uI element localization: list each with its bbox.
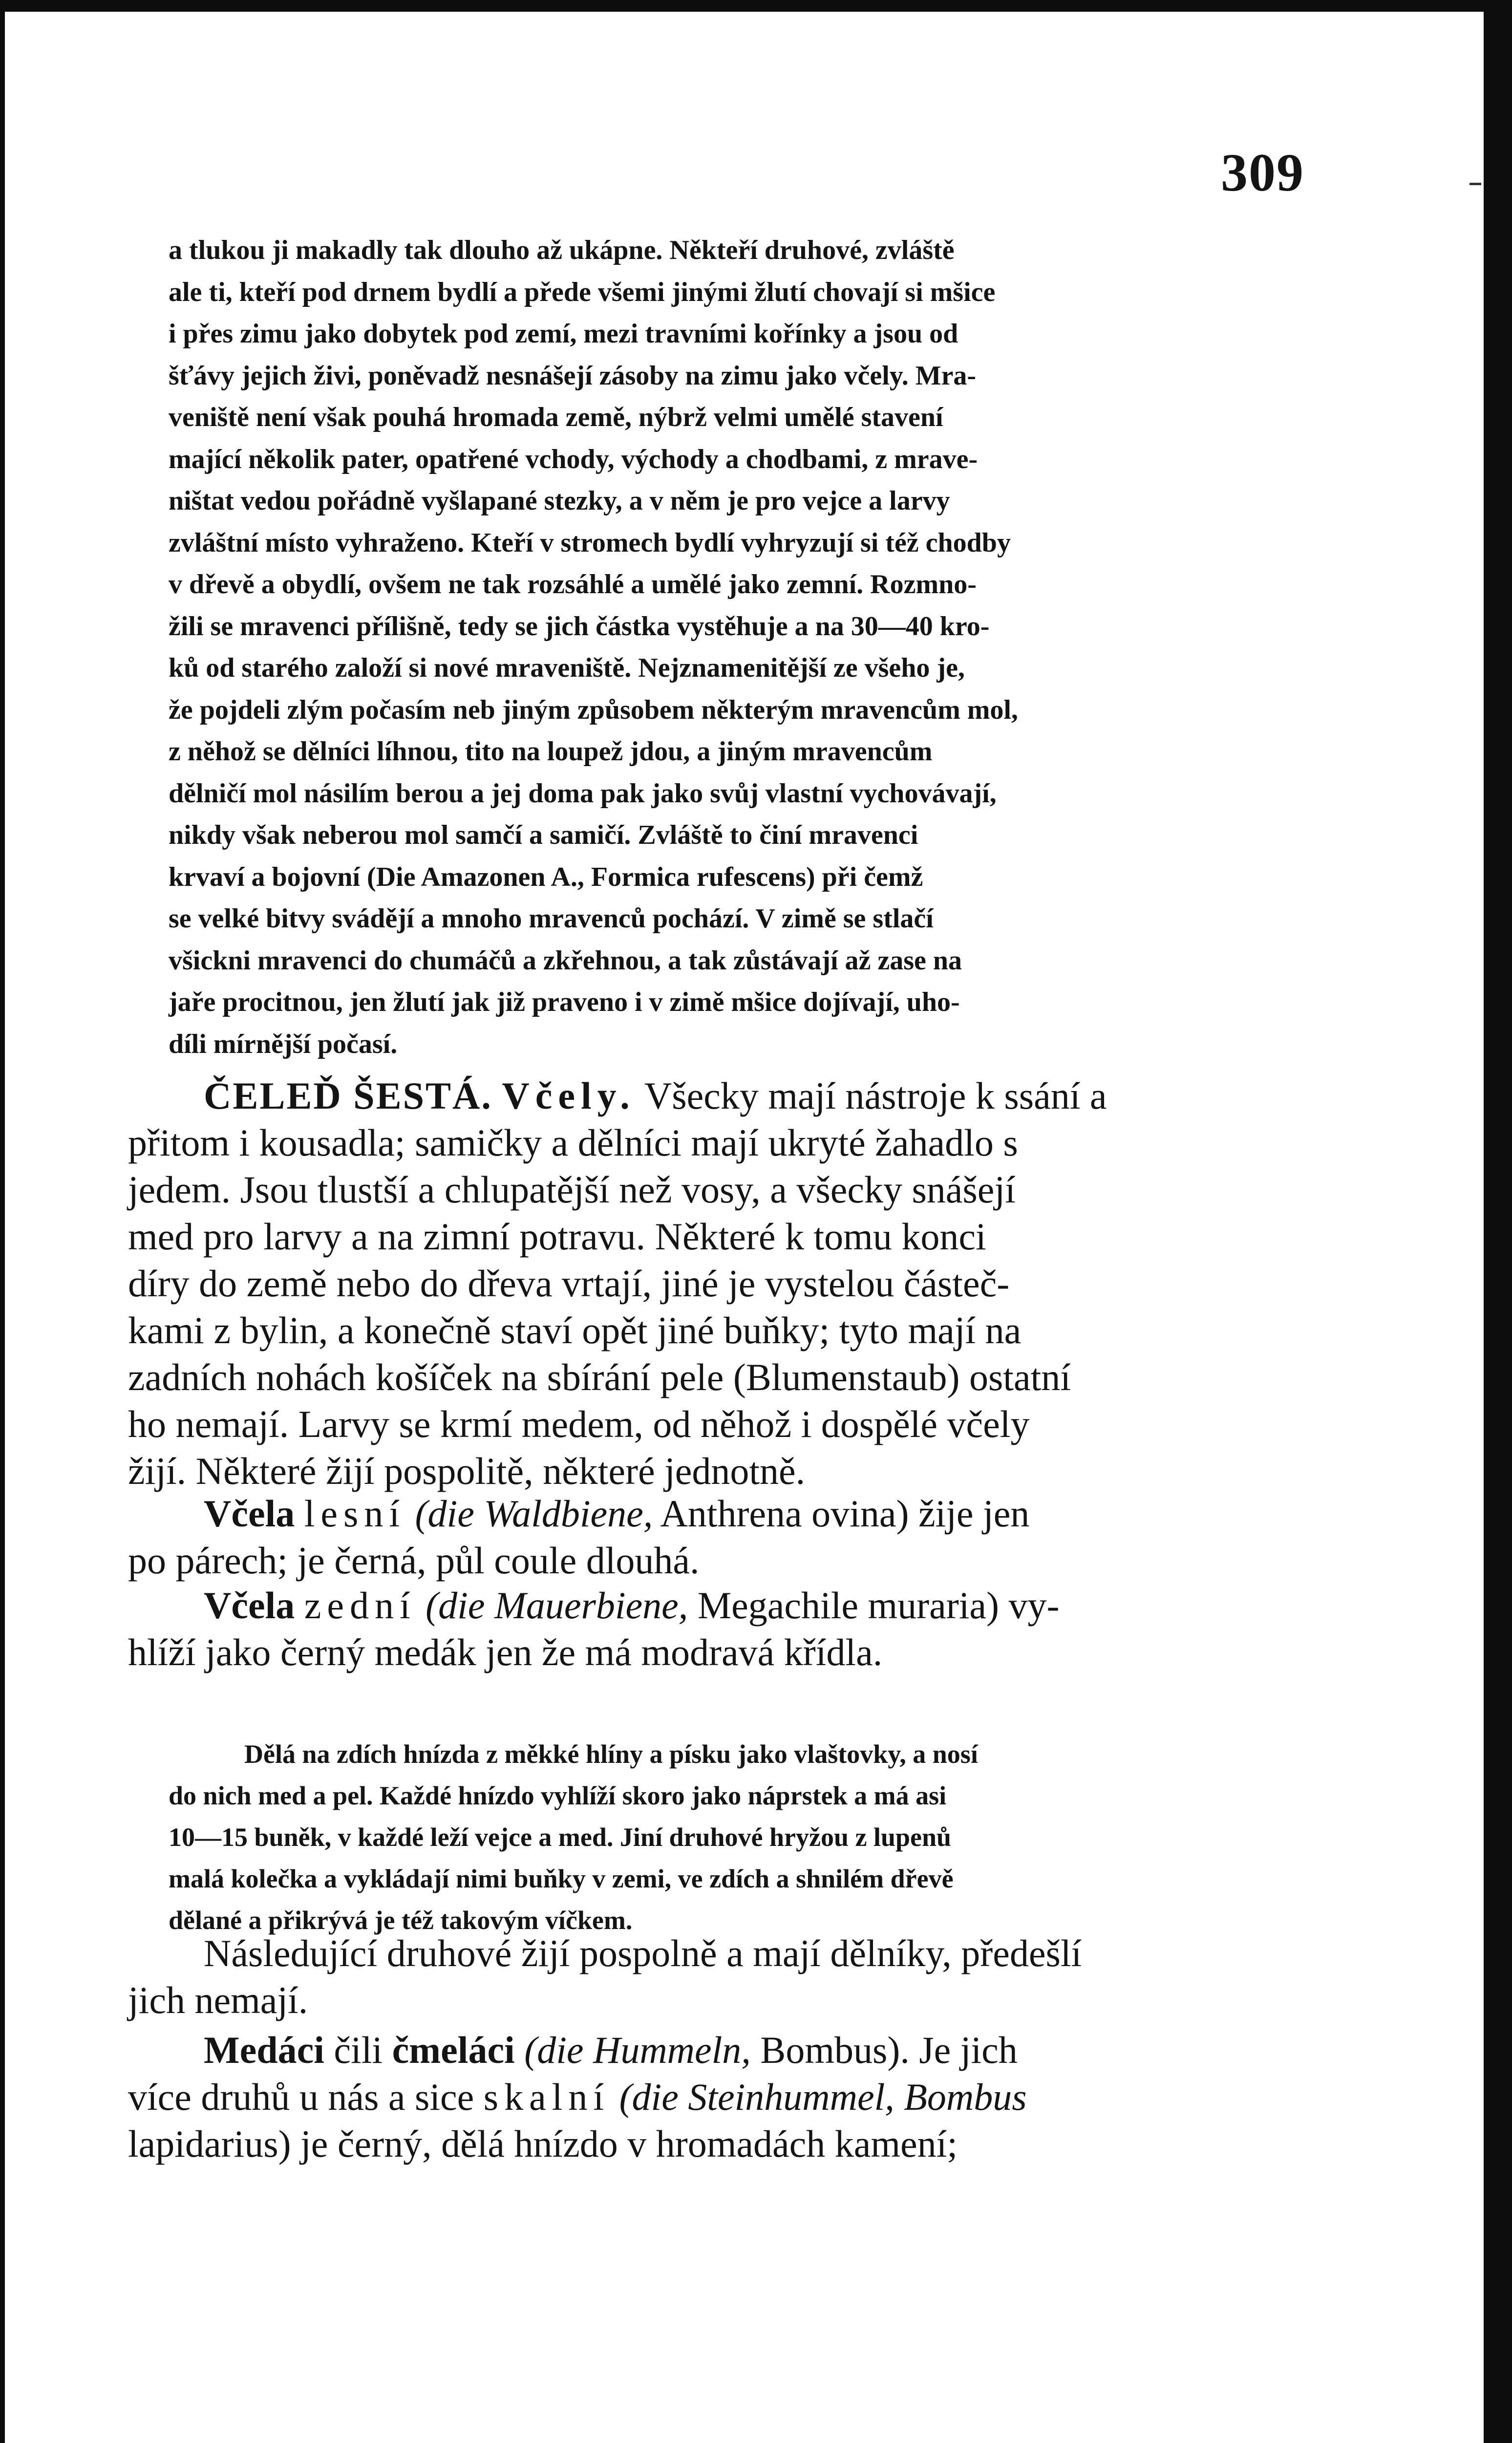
text-line <box>128 1582 1256 1629</box>
text-line: Dělá na zdích hnízda z měkké hlíny a písku jako vlaštovky, a nosí <box>244 1739 978 1769</box>
text-line: jedem. Jsou tlustší a chlupatější než vosy, a všecky snášejí <box>128 1168 1016 1211</box>
scan-frame-right <box>1484 0 1512 2443</box>
text-line: šťávy jejich živi, poněvadž nesnášejí zásoby na zimu jako včely. Mra- <box>169 360 977 391</box>
social-species-paragraph <box>128 1930 1256 2024</box>
text-line: a tlukou ji makadly tak dlouho až ukápne. Někteří druhové, zvláště <box>169 235 955 265</box>
text-line: díli mírnější počasí. <box>169 1029 398 1059</box>
ants-continuation-paragraph <box>169 230 1256 1065</box>
nesting-note-paragraph <box>169 1734 1256 1941</box>
text-line: ale ti, kteří pod drnem bydlí a přede všemi jinými žlutí chovají si mšice <box>169 277 996 307</box>
text-line: zvláštní místo vyhraženo. Kteří v stromech bydlí vyhryzují si též chodby <box>169 527 1011 558</box>
text-line: malá kolečka a vykládají nimi buňky v zemi, ve zdích a shnilém dřevě <box>169 1864 954 1893</box>
family-name: Včely. <box>502 1074 636 1117</box>
text-run: více druhů u nás a sice <box>128 2076 474 2118</box>
text-line: hlíží jako černý medák jen že má modravá křídla. <box>128 1631 883 1673</box>
german-name: (die Mauerbiene, <box>426 1584 688 1627</box>
german-name: (die Waldbiene, <box>415 1492 653 1535</box>
text-line <box>128 1072 1256 1119</box>
german-name: (die Steinhummel, Bombus <box>619 2076 1027 2118</box>
text-line: po párech; je černá, půl coule dlouhá. <box>128 1539 700 1582</box>
text-line <box>128 2027 1256 2074</box>
text-line: lapidarius) je černý, dělá hnízdo v hromadách kamení; <box>128 2122 958 2165</box>
mason-bee-paragraph <box>128 1582 1256 1676</box>
text-line: nikdy však neberou mol samčí a samičí. Zvláště to činí mravenci <box>169 820 918 850</box>
text-line: že pojdeli zlým počasím neb jiným způsobem některým mravencům mol, <box>169 694 1018 725</box>
species-epithet: lesní <box>304 1492 406 1535</box>
text-line: přitom i kousadla; samičky a dělníci mají ukryté žahadlo s <box>128 1121 1018 1164</box>
text-line: v dřevě a obydlí, ovšem ne tak rozsáhlé a umělé jako zemní. Rozmno- <box>169 569 977 600</box>
text-line: žijí. Některé žijí pospolitě, některé jednotně. <box>128 1450 806 1492</box>
text-line <box>128 2074 1256 2121</box>
species-name: Medáci <box>204 2029 324 2071</box>
text-line: z něhož se dělníci líhnou, tito na loupež jdou, a jiným mravencům <box>169 736 933 767</box>
text-run: žije jen <box>918 1492 1030 1535</box>
text-line: mající několik pater, opatřené vchody, východy a chodbami, z mrave- <box>169 444 978 474</box>
text-line: kami z bylin, a konečně staví opět jiné buňky; tyto mají na <box>128 1309 1022 1351</box>
scan-frame-left <box>0 0 5 2443</box>
text-run: čili <box>334 2029 383 2071</box>
text-line: dělničí mol násilím berou a jej doma pak jako svůj vlastní vychovávají, <box>169 778 997 809</box>
text-line: dělané a přikrývá je též takovým víčkem. <box>169 1906 633 1935</box>
text-line: med pro larvy a na zimní potravu. Některé k tomu konci <box>128 1215 986 1258</box>
species-epithet: zední <box>304 1584 416 1627</box>
text-line: se velké bitvy svádějí a mnoho mravenců pochází. V zimě se stlačí <box>169 903 934 934</box>
text-line: do nich med a pel. Každé hnízdo vyhlíží skoro jako náprstek a má asi <box>169 1781 947 1810</box>
species-name: Včela <box>204 1492 295 1535</box>
text-line: ků od starého založí si nové mraveniště. Nejznamenitější ze všeho je, <box>169 653 965 683</box>
text-line: všickni mravenci do chumáčů a zkřehnou, a tak zůstávají až zase na <box>169 945 962 976</box>
text-run: Bombus). Je jich <box>760 2029 1018 2071</box>
text-line: díry do země nebo do dřeva vrtají, jiné je vystelou částeč- <box>128 1262 1010 1305</box>
text-line: ho nemají. Larvy se krmí medem, od něhož i dospělé včely <box>128 1403 1030 1445</box>
text-line: Následující druhové žijí pospolně a mají dělníky, předešlí <box>204 1932 1082 1974</box>
page-number: 309 <box>1221 143 1304 202</box>
text-line <box>128 1490 1256 1537</box>
text-line: jaře procitnou, jen žlutí jak již praveno i v zimě mšice dojívají, uho- <box>169 987 960 1017</box>
text-line: krvaví a bojovní (Die Amazonen A., Formica rufescens) při čemž <box>169 861 923 892</box>
german-name: (die Hummeln, <box>524 2029 751 2071</box>
text-line: jich nemají. <box>128 1979 308 2021</box>
forest-bee-paragraph <box>128 1490 1256 1584</box>
text-line: i přes zimu jako dobytek pod zemí, mezi travními kořínky a jsou od <box>169 319 958 349</box>
latin-name: Anthrena ovina) <box>660 1492 909 1535</box>
scan-frame-top <box>0 0 1512 12</box>
section-heading: ČELEĎ ŠESTÁ. <box>204 1074 492 1117</box>
species-name-alt: čmeláci <box>392 2029 515 2071</box>
species-name: Včela <box>204 1584 295 1627</box>
text-line: žili se mravenci přílišně, tedy se jich částka vystěhuje a na 30—40 kro- <box>169 611 990 642</box>
text-line: ništat vedou pořádně vyšlapané stezky, a v něm je pro vejce a larvy <box>169 486 950 516</box>
species-epithet: skalní <box>483 2076 610 2118</box>
text-line: zadních nohách košíček na sbírání pele (Blumenstaub) ostatní <box>128 1356 1071 1398</box>
family-bees-paragraph <box>128 1072 1256 1495</box>
text-run: vy- <box>1008 1584 1060 1627</box>
latin-name: Megachile muraria) <box>697 1584 999 1627</box>
text-line: veniště není však pouhá hromada země, nýbrž velmi umělé stavení <box>169 402 943 432</box>
bumblebee-paragraph <box>128 2027 1256 2167</box>
text-line: 10—15 buněk, v každé leží vejce a med. Jiní druhové hryžou z lupenů <box>169 1822 952 1852</box>
margin-mark <box>1469 183 1481 185</box>
text-run: Všecky mají nástroje k ssání a <box>644 1074 1107 1117</box>
